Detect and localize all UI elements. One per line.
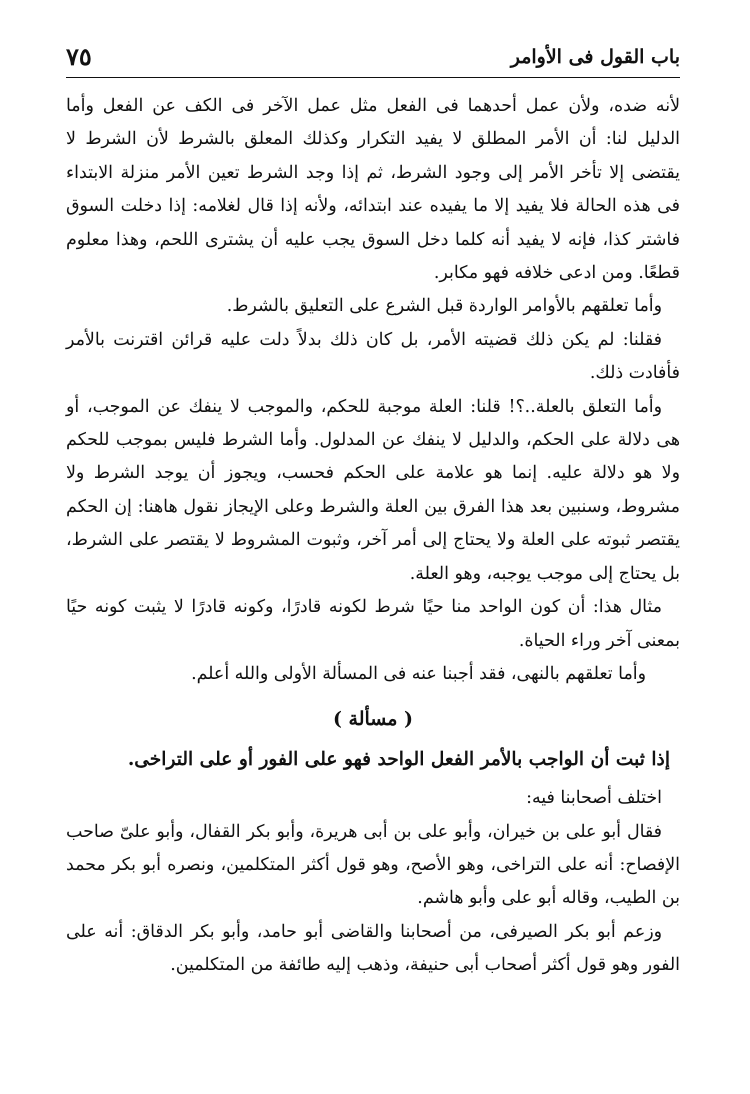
chapter-title: باب القول فى الأوامر bbox=[510, 46, 680, 68]
paragraph: وزعم أبو بكر الصيرفى، من أصحابنا والقاضى أبو حامد، وأبو بكر الدقاق: أنه على الفور وهو قول أكثر أصحاب أبى حنيفة، وذهب إليه طائفة من المتكلمين. bbox=[66, 921, 680, 976]
running-header bbox=[66, 42, 680, 76]
paragraph: وأما التعلق بالعلة..؟! قلنا: العلة موجبة للحكم، والموجب لا ينفك عن الموجب، أو هى دلالة على الحكم، والدليل لا ينفك عن المدلول. وأما الشرط فليس بموجب للحكم ولا هو دلالة عليه. إنما هو علامة على الحكم فحسب، ويجوز أن يوجد الشرط ولا مشروط، وسنبين بعد هذا الفرق بين العلة والشرط وعلى الإيجاز نقول هاهنا: إن الحكم يقتصر ثبوته على العلة ولا يحتاج إلى أمر آخر، وثبوت المشروط لا يقتصر على الشرط، بل يحتاج إلى موجب يوجبه، وهو العلة. bbox=[66, 396, 680, 584]
paragraph: وأما تعلقهم بالأوامر الواردة قبل الشرع على التعليق بالشرط. bbox=[226, 296, 662, 317]
page-number: ٧٥ bbox=[66, 42, 92, 71]
paragraph: فقال أبو على بن خيران، وأبو على بن أبى هريرة، وأبو بكر القفال، وأبو علىّ صاحب الإفصاح: أنه على التراخى، وهو الأصح، وهو قول أكثر المتكلمين، ونصره أبو بكر محمد بن الطيب، وقاله أبو على وأبو هاشم. bbox=[66, 821, 680, 909]
paragraph: فقلنا: لم يكن ذلك قضيته الأمر، بل كان ذلك بدلاً دلت عليه قرائن اقترنت بالأمر فأفادت ذلك. bbox=[66, 329, 680, 384]
paragraph: مثال هذا: أن كون الواحد منا حيًا شرط لكونه قادرًا، وكونه قادرًا لا يثبت كونه حيًا بمعنى آخر وراء الحياة. bbox=[66, 597, 680, 651]
paragraph: وأما تعلقهم بالنهى، فقد أجبنا عنه فى المسألة الأولى والله أعلم. bbox=[191, 663, 646, 684]
question-statement: إذا ثبت أن الواجب بالأمر الفعل الواحد فهو على الفور أو على التراخى. bbox=[127, 748, 670, 770]
section-heading: ( مسألة ) bbox=[332, 708, 414, 731]
page-body bbox=[66, 90, 680, 983]
paragraph: اختلف أصحابنا فيه: bbox=[526, 788, 662, 809]
header-rule bbox=[66, 77, 680, 78]
paragraph: لأنه ضده، ولأن عمل أحدهما فى الفعل مثل عمل الآخر فى الكف عن الفعل وأما الدليل لنا: أن الأمر المطلق لا يفيد التكرار وكذلك المعلق بالشرط لأن الشرط لا يقتضى إلا تأخر الأمر إلى وجود الشرط، ثم إذا وجد الشرط تعين الأمر منزلة الابتداء فى هذه الحالة فلا يفيد إلا ما يفيده عند ابتدائه، ولأنه إذا قال لغلامه: إذا دخلت السوق فاشتر كذا، فإنه لا يفيد أنه كلما دخل السوق يجب عليه أن يشترى اللحم، وهذا معلوم قطعًا. ومن ادعى خلافه فهو مكابر. bbox=[66, 96, 680, 284]
